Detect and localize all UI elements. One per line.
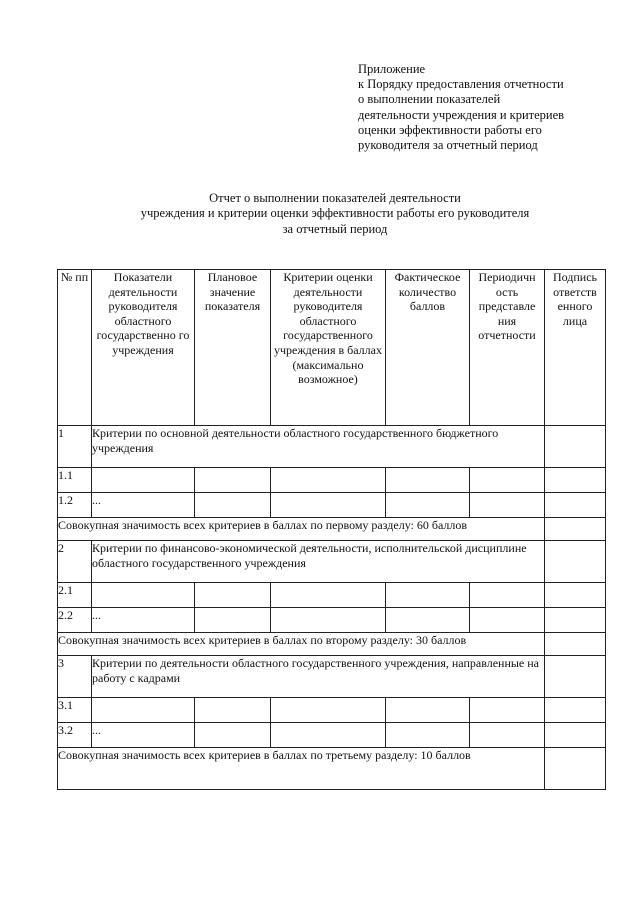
appendix-line: деятельности учреждения и критериев <box>358 107 565 122</box>
empty-cell <box>271 723 386 748</box>
empty-cell <box>195 723 271 748</box>
empty-cell <box>470 608 545 633</box>
empty-cell <box>386 493 470 518</box>
empty-cell <box>545 493 606 518</box>
empty-cell <box>470 723 545 748</box>
empty-cell <box>470 468 545 493</box>
empty-cell <box>386 608 470 633</box>
row-indicator: ... <box>92 723 195 748</box>
header-actual-points: Фактическое количество баллов <box>386 270 470 426</box>
empty-cell <box>545 656 606 698</box>
section-number: 1 <box>58 426 92 468</box>
row-number: 1.2 <box>58 493 92 518</box>
row-indicator <box>92 583 195 608</box>
header-periodicity: Периодичн ость представле ния отчетности <box>470 270 545 426</box>
appendix-line: Приложение <box>358 62 426 76</box>
empty-cell <box>470 583 545 608</box>
table-row <box>58 493 606 518</box>
title-line: за отчетный период <box>282 221 388 236</box>
empty-cell <box>195 493 271 518</box>
report-table <box>57 269 606 790</box>
table-row <box>58 468 606 493</box>
section-total-row <box>58 748 606 790</box>
empty-cell <box>545 748 606 790</box>
appendix-line: о выполнении показателей <box>358 92 501 107</box>
empty-cell <box>545 468 606 493</box>
row-indicator <box>92 468 195 493</box>
section-total-row <box>58 518 606 541</box>
empty-cell <box>271 608 386 633</box>
section-total: Совокупная значимость всех критериев в баллах по второму разделу: 30 баллов <box>58 633 545 656</box>
empty-cell <box>271 493 386 518</box>
row-number: 2.2 <box>58 608 92 633</box>
header-planned-value: Плановое значение показателя <box>195 270 271 426</box>
section-total-row <box>58 633 606 656</box>
header-indicators: Показатели деятельности руководителя областного государственно го учреждения <box>92 270 195 426</box>
empty-cell <box>195 583 271 608</box>
section-title: Критерии по деятельности областного государственного учреждения, направленные на работу с кадрами <box>92 656 545 698</box>
row-number: 3.1 <box>58 698 92 723</box>
section-total: Совокупная значимость всех критериев в баллах по третьему разделу: 10 баллов <box>58 748 545 790</box>
section-row <box>58 541 606 583</box>
appendix-note <box>358 62 620 153</box>
section-title: Критерии по финансово-экономической деятельности, исполнительской дисциплине областного государственного учреждения <box>92 541 545 583</box>
empty-cell <box>545 426 606 468</box>
header-row <box>58 270 606 426</box>
empty-cell <box>545 541 606 583</box>
empty-cell <box>545 723 606 748</box>
table-row <box>58 608 606 633</box>
empty-cell <box>271 583 386 608</box>
empty-cell <box>195 468 271 493</box>
section-number: 3 <box>58 656 92 698</box>
empty-cell <box>545 633 606 656</box>
report-title <box>30 191 640 237</box>
row-indicator <box>92 698 195 723</box>
table-row <box>58 723 606 748</box>
empty-cell <box>386 468 470 493</box>
section-title: Критерии по основной деятельности областного государственного бюджетного учреждения <box>92 426 545 468</box>
title-line: учреждения и критерии оценки эффективности работы его руководителя <box>140 206 530 221</box>
empty-cell <box>470 493 545 518</box>
section-row <box>58 426 606 468</box>
empty-cell <box>470 698 545 723</box>
header-signature: Подпись ответств енного лица <box>545 270 606 426</box>
appendix-line: к Порядку предоставления отчетности <box>358 77 564 92</box>
empty-cell <box>271 468 386 493</box>
title-line: Отчет о выполнении показателей деятельности <box>209 191 461 205</box>
empty-cell <box>545 583 606 608</box>
section-row <box>58 656 606 698</box>
row-number: 2.1 <box>58 583 92 608</box>
empty-cell <box>386 723 470 748</box>
row-number: 3.2 <box>58 723 92 748</box>
appendix-line: оценки эффективности работы его <box>358 122 542 137</box>
row-number: 1.1 <box>58 468 92 493</box>
header-number: № пп <box>58 270 92 426</box>
empty-cell <box>386 583 470 608</box>
empty-cell <box>195 698 271 723</box>
header-criteria: Критерии оценки деятельности руководителя областного государственного учреждения в баллах (максимально возможное) <box>271 270 386 426</box>
empty-cell <box>545 608 606 633</box>
table-row <box>58 583 606 608</box>
section-number: 2 <box>58 541 92 583</box>
section-total: Совокупная значимость всех критериев в баллах по первому разделу: 60 баллов <box>58 518 545 541</box>
row-indicator: ... <box>92 608 195 633</box>
table-row <box>58 698 606 723</box>
empty-cell <box>545 518 606 541</box>
empty-cell <box>386 698 470 723</box>
appendix-line: руководителя за отчетный период <box>358 138 538 153</box>
empty-cell <box>195 608 271 633</box>
empty-cell <box>271 698 386 723</box>
row-indicator: ... <box>92 493 195 518</box>
empty-cell <box>545 698 606 723</box>
